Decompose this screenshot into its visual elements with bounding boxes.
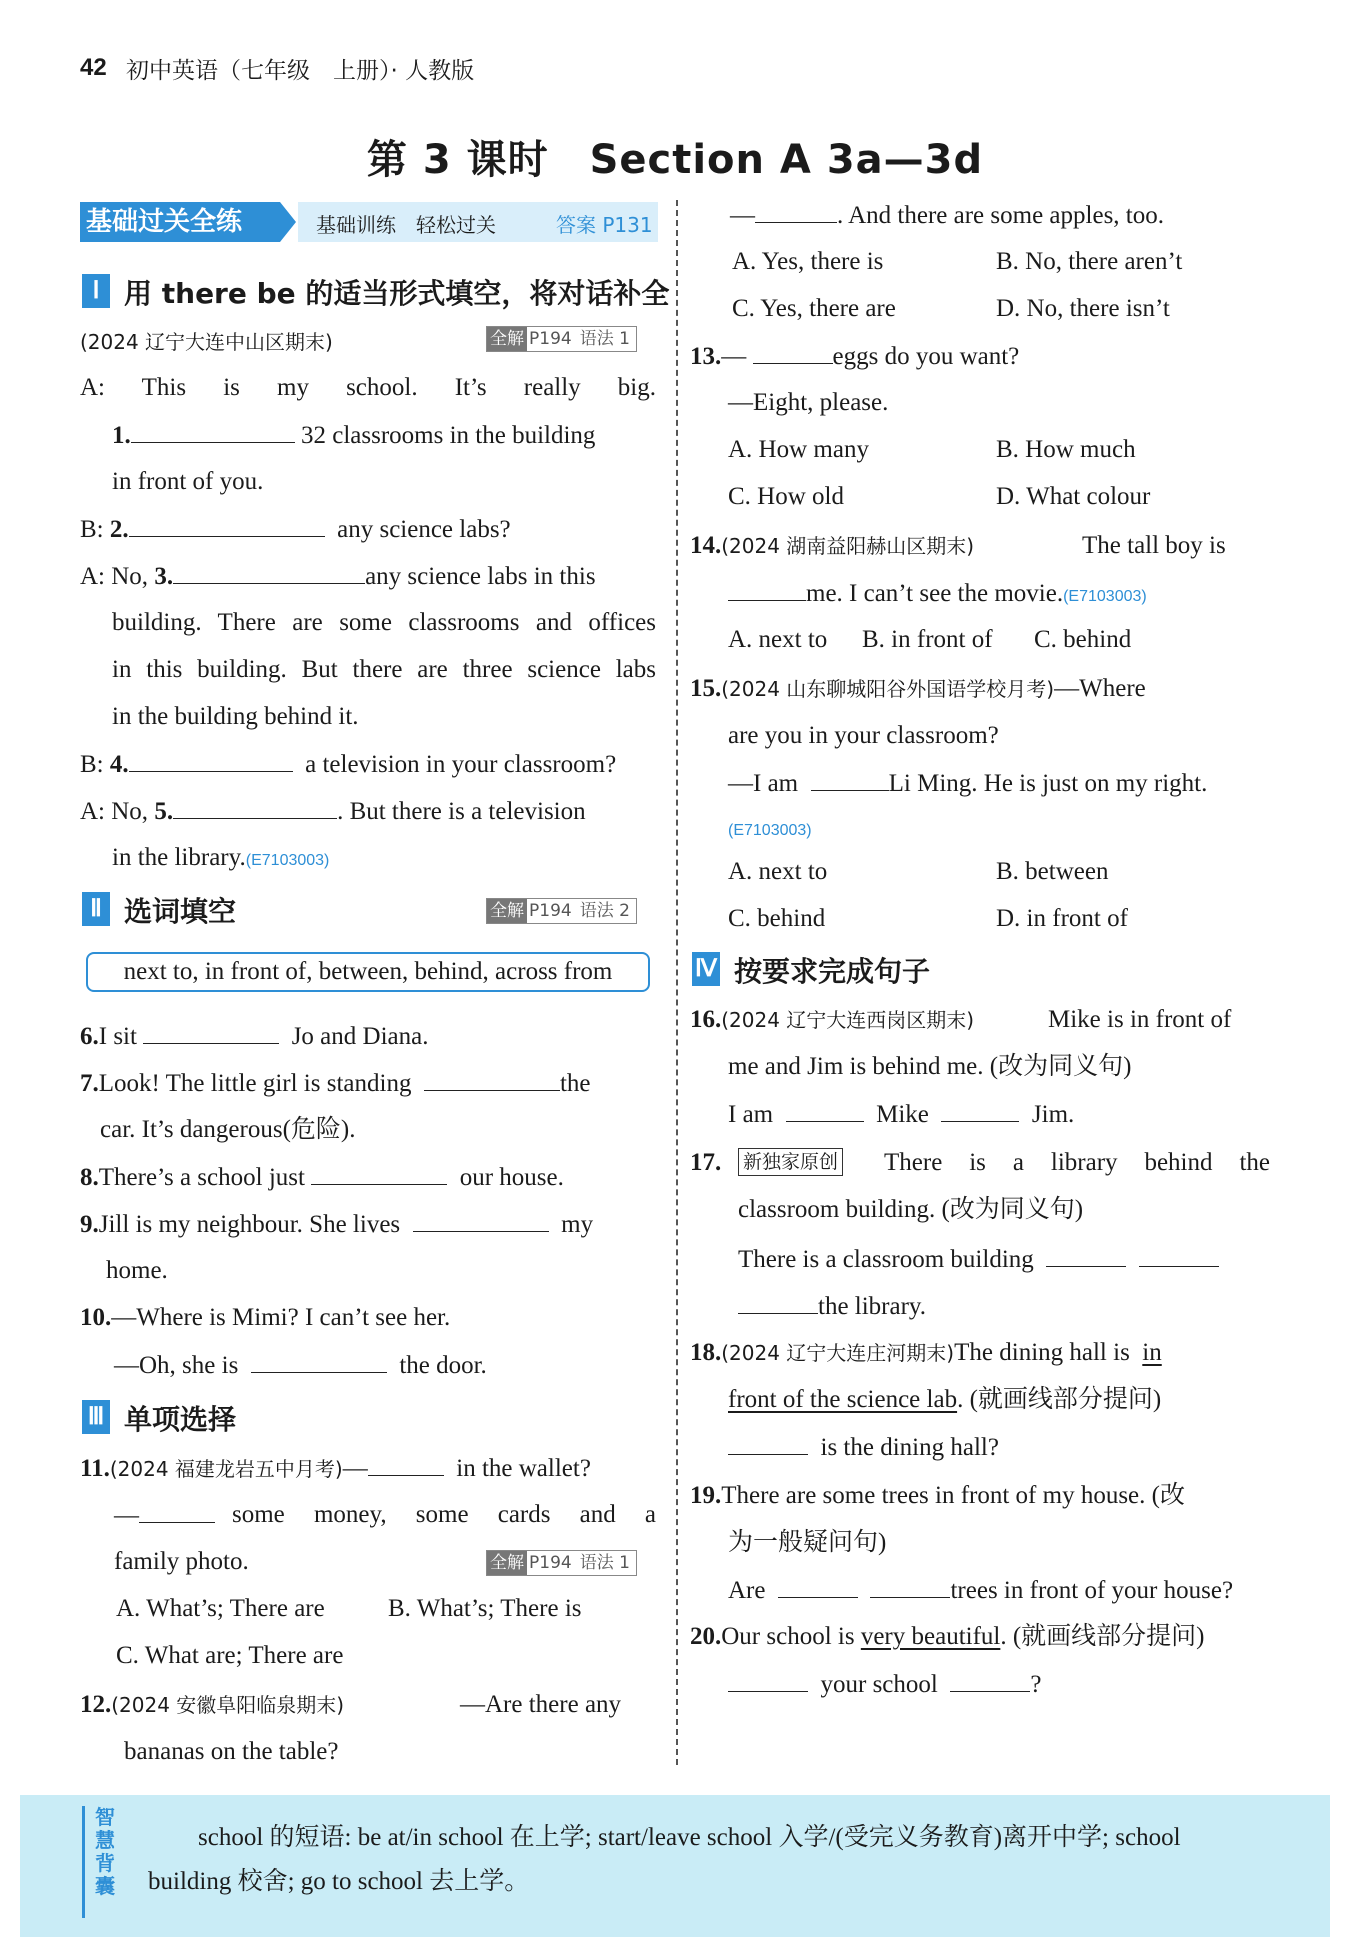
dialogue-line: B: 4. a television in your classroom? bbox=[80, 751, 617, 778]
option-c: C. What are; There are bbox=[116, 1642, 344, 1669]
dialogue-line: A: This is my school. It’s really big. bbox=[80, 374, 656, 401]
tag-grammar: 语法 1 bbox=[579, 329, 630, 349]
question-13-answer: —Eight, please. bbox=[728, 389, 889, 416]
option-c: C. behind bbox=[728, 905, 826, 932]
banner-main: 基础过关全练 bbox=[80, 202, 280, 242]
question-18-answer: is the dining hall? bbox=[728, 1432, 999, 1463]
section-banner bbox=[80, 202, 658, 242]
resource-code: (E7103003) bbox=[245, 852, 330, 869]
option-b: B. No, there aren’t bbox=[996, 248, 1183, 275]
question-11-line: — bbox=[114, 1500, 215, 1531]
tag-full-label: 全解 bbox=[487, 327, 527, 351]
option-a: A. Yes, there is bbox=[732, 248, 884, 275]
resource-code: (E7103003) bbox=[728, 822, 812, 839]
dialogue-line: in the building behind it. bbox=[112, 703, 359, 730]
option-b: B. in front of bbox=[862, 626, 993, 653]
question-16-answer: I am Mike Jim. bbox=[728, 1101, 1075, 1128]
tip-label-bar bbox=[82, 1806, 85, 1918]
question-16: 16.(2024 辽宁大连西岗区期末) bbox=[690, 1006, 975, 1033]
section-4-title: 按要求完成句子 bbox=[734, 955, 931, 988]
dialogue-line: 1. 32 classrooms in the building bbox=[112, 422, 596, 449]
tip-line-2: building 校舍; go to school 去上学。 bbox=[148, 1868, 530, 1895]
page-number: 42 bbox=[80, 54, 107, 81]
section-3-number: Ⅲ bbox=[82, 1400, 110, 1434]
question-10-cont: —Oh, she is the door. bbox=[114, 1352, 487, 1379]
column-divider bbox=[676, 200, 678, 1765]
answer-blank-19b[interactable] bbox=[870, 1575, 950, 1598]
section-2-number: Ⅱ bbox=[82, 892, 110, 926]
word-bank: next to, in front of, between, behind, across from bbox=[86, 952, 650, 992]
question-17-answer-cont: the library. bbox=[738, 1291, 926, 1322]
answer-blank-13[interactable] bbox=[753, 341, 833, 364]
question-19: 19.There are some trees in front of my house. (改 bbox=[690, 1482, 1185, 1509]
question-8: 8.There’s a school just our house. bbox=[80, 1164, 564, 1191]
option-b: B. between bbox=[996, 858, 1109, 885]
answer-blank-1[interactable] bbox=[131, 420, 295, 443]
answer-blank-7[interactable] bbox=[424, 1068, 560, 1091]
answer-blank-11a[interactable] bbox=[368, 1453, 444, 1476]
question-17-cont: classroom building. (改为同义句) bbox=[738, 1196, 1084, 1223]
banner-answer-ref: 答案 P131 bbox=[556, 213, 653, 237]
answer-blank-18[interactable] bbox=[728, 1432, 808, 1455]
option-a: A. What’s; There are bbox=[116, 1595, 325, 1622]
answer-blank-16b[interactable] bbox=[941, 1099, 1019, 1122]
section-4-number: Ⅳ bbox=[692, 952, 720, 986]
answer-blank-19a[interactable] bbox=[778, 1575, 858, 1598]
question-17-answer: There is a classroom building bbox=[738, 1244, 1219, 1275]
question-15-answer: —I am Li Ming. He is just on my right. bbox=[728, 770, 1208, 797]
new-original-tag: 新独家原创 bbox=[738, 1148, 843, 1176]
question-10: 10.—Where is Mimi? I can’t see her. bbox=[80, 1304, 451, 1331]
question-7-cont: car. It’s dangerous(危险). bbox=[100, 1116, 356, 1143]
solution-ref-tag: 全解 P194 语法 2 bbox=[486, 898, 637, 924]
section-1-title: 用 there be 的适当形式填空，将对话补全 bbox=[124, 277, 670, 310]
question-17: 17. bbox=[690, 1149, 722, 1176]
answer-blank-20b[interactable] bbox=[950, 1669, 1030, 1692]
dialogue-line: B: 2. any science labs? bbox=[80, 516, 511, 543]
answer-blank-17c[interactable] bbox=[738, 1291, 818, 1314]
option-c: C. Yes, there are bbox=[732, 295, 896, 322]
dialogue-line: in front of you. bbox=[112, 468, 264, 495]
answer-blank-8[interactable] bbox=[311, 1162, 447, 1185]
option-d: D. What colour bbox=[996, 483, 1151, 510]
answer-blank-6[interactable] bbox=[143, 1021, 279, 1044]
option-d: D. No, there isn’t bbox=[996, 295, 1170, 322]
question-19-cont: 为一般疑问句) bbox=[728, 1529, 887, 1556]
section-2-title: 选词填空 bbox=[124, 895, 237, 928]
section-1-source: (2024 辽宁大连中山区期末) bbox=[80, 330, 333, 354]
answer-blank-5[interactable] bbox=[173, 796, 337, 819]
lesson-title: 第 3 课时 Section A 3a—3d bbox=[366, 137, 984, 183]
option-c: C. behind bbox=[1034, 626, 1132, 653]
answer-blank-20a[interactable] bbox=[728, 1669, 808, 1692]
question-17-text: There is a library behind the bbox=[884, 1149, 1270, 1176]
question-7: 7.Look! The little girl is standing the bbox=[80, 1070, 591, 1097]
banner-subtitle: 基础训练 轻松过关 bbox=[316, 213, 496, 237]
book-title: 初中英语（七年级 上册）· 人教版 bbox=[126, 58, 475, 84]
question-16-text: Mike is in front of bbox=[1048, 1006, 1232, 1033]
dialogue-line: in this building. But there are three science labs bbox=[112, 656, 656, 683]
question-14-cont: me. I can’t see the movie.(E7103003) bbox=[728, 578, 1147, 612]
answer-blank-11b[interactable] bbox=[139, 1500, 215, 1523]
option-a: A. next to bbox=[728, 858, 828, 885]
option-a: A. next to bbox=[728, 626, 828, 653]
tip-text bbox=[148, 1816, 1268, 1904]
question-20: 20.Our school is very beautiful. (就画线部分提问) bbox=[690, 1623, 1205, 1650]
solution-ref-tag: 全解 P194 语法 1 bbox=[486, 1550, 637, 1576]
answer-blank-2[interactable] bbox=[129, 514, 325, 537]
answer-blank-3[interactable] bbox=[173, 561, 365, 584]
question-9: 9.Jill is my neighbour. She lives my bbox=[80, 1211, 594, 1238]
question-13: 13.— eggs do you want? bbox=[690, 343, 1020, 370]
question-11: 11.(2024 福建龙岩五中月考)— in the wallet? bbox=[80, 1455, 591, 1482]
question-18: 18.(2024 辽宁大连庄河期末)The dining hall is in bbox=[690, 1339, 1162, 1366]
tag-page: P194 bbox=[529, 329, 572, 349]
option-c: C. How old bbox=[728, 483, 844, 510]
question-16-cont: me and Jim is behind me. (改为同义句) bbox=[728, 1053, 1132, 1080]
section-1-number: Ⅰ bbox=[82, 274, 110, 308]
answer-blank-4[interactable] bbox=[129, 749, 293, 772]
answer-blank-17a[interactable] bbox=[1046, 1244, 1126, 1267]
solution-ref-tag bbox=[486, 326, 637, 352]
question-15: 15.(2024 山东聊城阳谷外国语学校月考)—Where bbox=[690, 675, 1146, 702]
option-a: A. How many bbox=[728, 436, 869, 463]
question-15-cont: are you in your classroom? bbox=[728, 722, 999, 749]
question-12: 12.(2024 安徽阜阳临泉期末) bbox=[80, 1691, 345, 1718]
answer-blank-10[interactable] bbox=[251, 1350, 387, 1373]
question-18-cont: front of the science lab. (就画线部分提问) bbox=[728, 1386, 1162, 1413]
dialogue-line: in the library.(E7103003) bbox=[112, 844, 330, 871]
question-11-line: some money, some cards and a bbox=[232, 1501, 656, 1528]
option-d: D. in front of bbox=[996, 905, 1128, 932]
question-19-answer: Are trees in front of your house? bbox=[728, 1577, 1234, 1604]
answer-blank-15[interactable] bbox=[811, 768, 889, 791]
answer-blank-16a[interactable] bbox=[786, 1099, 864, 1122]
option-b: B. What’s; There is bbox=[388, 1595, 582, 1622]
answer-blank-17b[interactable] bbox=[1139, 1244, 1219, 1267]
question-20-answer: your school ? bbox=[728, 1669, 1041, 1700]
answer-blank-12[interactable] bbox=[755, 200, 837, 223]
dialogue-line: building. There are some classrooms and offices bbox=[112, 609, 656, 636]
tip-label: 智慧背囊 bbox=[95, 1805, 115, 1898]
question-12-answer-line: — . And there are some apples, too. bbox=[730, 202, 1164, 229]
question-11-line: family photo. bbox=[114, 1548, 249, 1575]
dialogue-line: A: No, 5. . But there is a television bbox=[80, 798, 586, 825]
option-b: B. How much bbox=[996, 436, 1136, 463]
question-14: 14.(2024 湖南益阳赫山区期末) bbox=[690, 532, 975, 559]
question-12-text: —Are there any bbox=[460, 1691, 622, 1718]
answer-blank-9[interactable] bbox=[413, 1209, 549, 1232]
question-6: 6.I sit Jo and Diana. bbox=[80, 1023, 429, 1050]
question-14-text: The tall boy is bbox=[1082, 532, 1226, 559]
section-3-title: 单项选择 bbox=[124, 1403, 237, 1436]
dialogue-line: A: No, 3. any science labs in this bbox=[80, 563, 596, 590]
banner-arrow-icon bbox=[280, 202, 296, 242]
tip-line-1: school 的短语: be at/in school 在上学; start/leave school 入学/(受完义务教育)离开中学; school bbox=[198, 1824, 1181, 1851]
answer-blank-14[interactable] bbox=[728, 578, 806, 601]
question-9-cont: home. bbox=[106, 1257, 168, 1284]
question-12-cont: bananas on the table? bbox=[124, 1738, 339, 1765]
